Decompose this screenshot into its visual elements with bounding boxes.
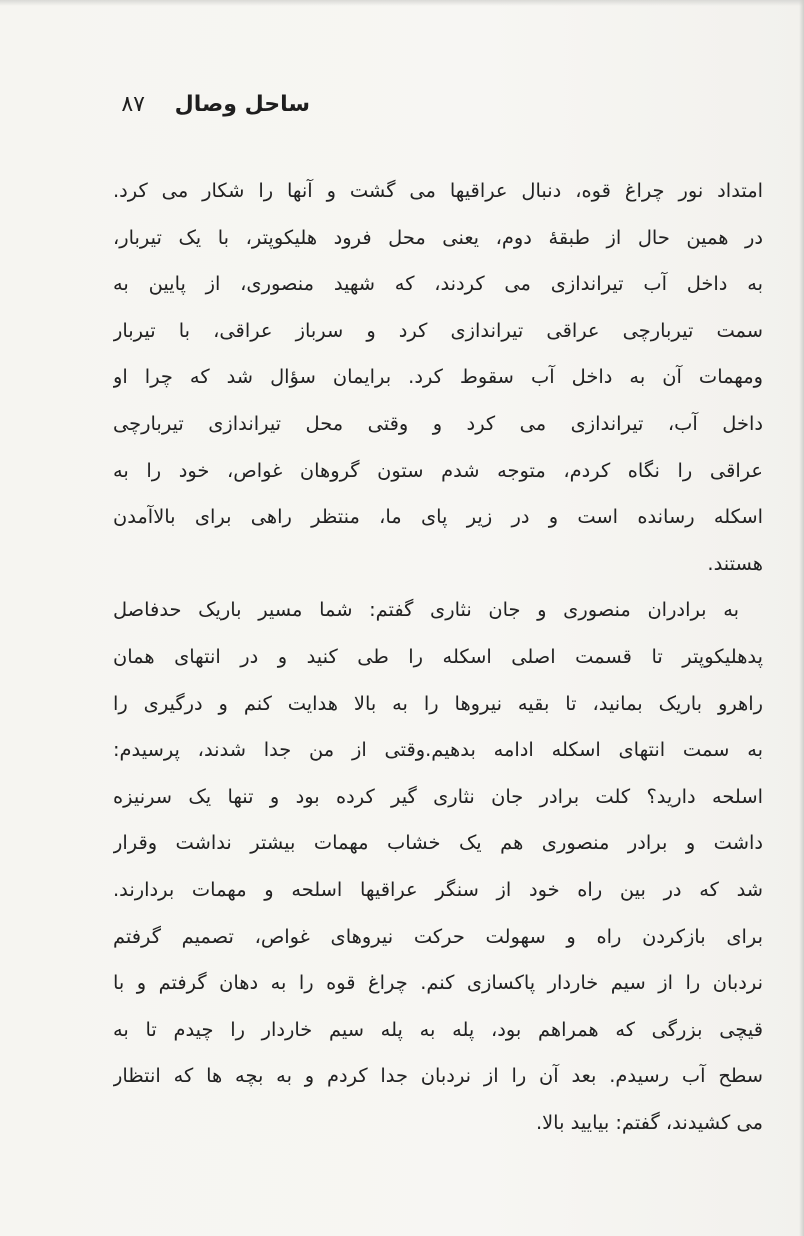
text-line: در همین حال از طبقهٔ دوم، یعنی محل فرود هلیکوپتر، با یک تیربار، [113,225,763,249]
text-line: راهرو باریک بمانید، تا بقیه نیروها را به بالا هدایت کنم و درگیری را [113,691,763,715]
text-line: داشت و برادر منصوری هم یک خشاب مهمات بیشتر نداشت وقرار [113,831,763,855]
text-line: اسلحه دارید؟ کلت برادر جان نثاری گیر کرده بود و تنها یک سرنیزه [113,784,763,808]
text-line: قیچی بزرگی که همراهم بود، پله به پله سیم خاردار را چیدم تا به [113,1017,763,1041]
paragraph [113,587,763,1146]
text-line: اسکله رسانده است و در زیر پای ما، منتظر راهی برای بالاآمدن [113,505,763,529]
paragraph [113,168,763,587]
text-line: به داخل آب تیراندازی می کردند، که شهید منصوری، از پایین به [113,272,763,296]
text-line: سمت تیربارچی عراقی تیراندازی کرد و سرباز عراقی، با تیربار [113,318,763,342]
page-number: ۸۷ [121,92,145,117]
text-line: ومهمات آن به داخل آب سقوط کرد. برایمان سؤال شد که چرا او [113,365,763,389]
text-line: می کشیدند، گفتم: بیایید بالا. [535,1110,763,1134]
text-line: عراقی را نگاه کردم، متوجه شدم ستون گروهان غواص، خود را به [113,458,763,482]
text-line: شد که در بین راه خود از سنگر عراقیها اسلحه و مهمات بردارند. [113,877,763,901]
text-line: داخل آب، تیراندازی می کرد و وقتی محل تیراندازی تیربارچی [113,411,763,435]
text-line: پدهلیکوپتر تا قسمت اصلی اسکله را طی کنید و در انتهای همان [113,644,763,668]
text-line: هستند. [707,551,763,575]
text-line: به برادران منصوری و جان نثاری گفتم: شما مسیر باریک حدفاصل [113,598,739,622]
page-binding-edge [799,0,804,1236]
text-line: سطح آب رسیدم. بعد آن را از نردبان جدا کردم و به بچه ها که انتظار [113,1064,763,1088]
text-line: برای بازکردن راه و سهولت حرکت نیروهای غواص، تصمیم گرفتم [113,924,763,948]
page-top-shadow [0,0,804,6]
book-title: ساحل وصال [174,92,310,117]
body-text [113,168,763,1146]
running-header [121,92,310,128]
text-line: به سمت انتهای اسکله ادامه بدهیم.وقتی از من جدا شدند، پرسیدم: [113,738,763,762]
text-line: نردبان را از سیم خاردار پاکسازی کنم. چراغ قوه را به دهان گرفتم و با [113,971,763,995]
text-line: امتداد نور چراغ قوه، دنبال عراقیها می گشت و آنها را شکار می کرد. [113,179,763,202]
